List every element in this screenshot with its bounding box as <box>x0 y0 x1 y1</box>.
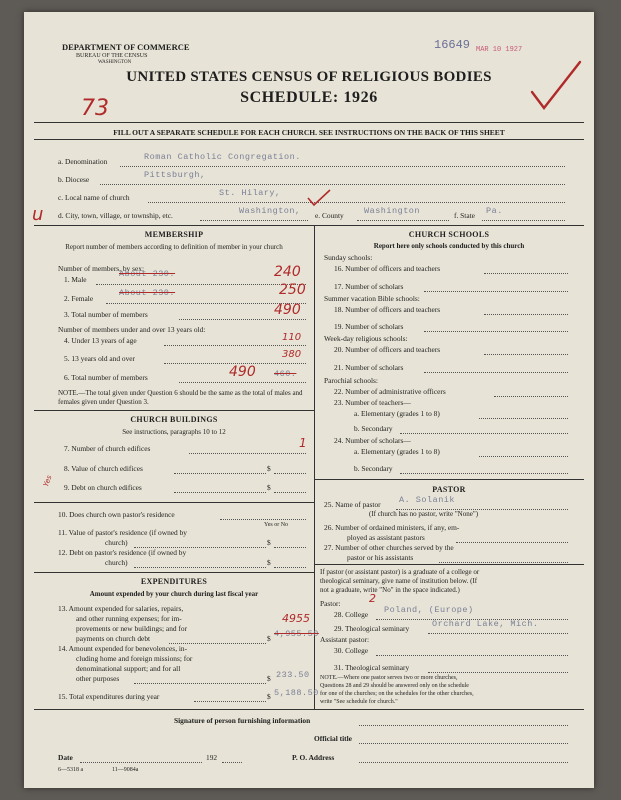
schedule-title: SCHEDULE: 1926 <box>240 89 378 106</box>
pastor-name-typed: A. Solanik <box>399 495 456 505</box>
q23b-label: b. Secondary <box>354 424 393 433</box>
q14-line2: cluding home and foreign missions; for <box>76 654 193 663</box>
pastor-note-4: write "See schedule for church." <box>320 699 398 705</box>
q24-label: 24. Number of scholars— <box>334 436 411 445</box>
q11-label: 11. Value of pastor's residence (if owned by <box>58 528 187 537</box>
dollar-sign: $ <box>267 674 271 683</box>
dollar-sign: $ <box>267 483 271 492</box>
q14-line1: 14. Amount expended for benevolences, in- <box>58 644 188 653</box>
state-label: f. State <box>454 211 475 220</box>
under-13-label: 4. Under 13 years of age <box>64 336 137 345</box>
buildings-sub: See instructions, paragraphs 10 to 12 <box>122 428 226 436</box>
q13-hand: 4955 <box>282 612 310 625</box>
pastor-note-1: NOTE.—Where one pastor serves two or more churches, <box>320 675 458 681</box>
membership-intro: Report number of members according to definition of member in your church <box>65 243 283 251</box>
q16-label: 16. Number of officers and teachers <box>334 264 441 273</box>
city-label: WASHINGTON <box>98 60 132 65</box>
q9-label: 9. Debt on church edifices <box>64 483 142 492</box>
total-members-hand: 490 <box>274 302 301 318</box>
grad-note-1: If pastor (or assistant pastor) is a graduate of a college or <box>320 568 480 576</box>
total2-hand: 490 <box>229 364 256 380</box>
denomination-value: Roman Catholic Congregation. <box>144 152 301 162</box>
q27-label: 27. Number of other churches served by the <box>324 543 454 552</box>
weekday-label: Week-day religious schools: <box>324 334 408 343</box>
form-title: UNITED STATES CENSUS OF RELIGIOUS BODIES <box>126 69 492 85</box>
pastor-note-3: for one of the churches; on the schedules for the other churches, <box>320 691 474 697</box>
q13-line4: payments on church debt <box>76 634 151 643</box>
q14-typed: 233.50 <box>276 670 310 680</box>
pastor-heading: PASTOR <box>432 485 466 494</box>
print-number: 11—9084a <box>112 767 139 773</box>
q14-line4: other purposes <box>76 674 120 683</box>
summer-label: Summer vacation Bible schools: <box>324 294 420 303</box>
denomination-label: a. Denomination <box>58 157 108 166</box>
grad-note-2: theological seminary, give name of institution below. (If <box>320 577 478 585</box>
q26-label-cont: ployed as assistant pastors <box>347 533 425 542</box>
received-date-stamp: MAR 10 1927 <box>476 46 523 54</box>
checkmark-icon <box>524 56 584 116</box>
q25-label: 25. Name of pastor <box>324 500 381 509</box>
female-typed: About 230. <box>119 288 176 298</box>
seminary-typed: Orchard Lake, Mich. <box>432 619 539 629</box>
q8-label: 8. Value of church edifices <box>64 464 143 473</box>
q13-line2: and other running expenses; for im- <box>76 614 182 623</box>
sunday-label: Sunday schools: <box>324 253 373 262</box>
margin-note: Yes <box>42 474 54 488</box>
q20-label: 20. Number of officers and teachers <box>334 345 441 354</box>
bureau-label: BUREAU OF THE CENSUS <box>76 53 148 59</box>
membership-heading: MEMBERSHIP <box>144 230 204 239</box>
q17-label: 17. Number of scholars <box>334 282 404 291</box>
date-label: Date <box>58 753 73 762</box>
q10-label: 10. Does church own pastor's residence <box>58 510 175 519</box>
yes-no-hint: Yes or No <box>264 522 289 528</box>
schools-heading: CHURCH SCHOOLS <box>408 230 490 239</box>
q25-note: (If church has no pastor, write "None") <box>369 510 479 518</box>
female-label: 2. Female <box>64 294 94 303</box>
male-hand: 240 <box>274 264 301 280</box>
diocese-label: b. Diocese <box>58 175 90 184</box>
diocese-value: Pittsburgh, <box>144 170 206 180</box>
margin-mark: u <box>32 204 44 225</box>
q30-label: 30. College <box>334 646 369 655</box>
by-sex-label: Number of members, by sex: <box>58 264 144 273</box>
dollar-sign: $ <box>267 538 271 547</box>
q23a-label: a. Elementary (grades 1 to 8) <box>354 409 440 418</box>
q7-label: 7. Number of church edifices <box>64 444 151 453</box>
q12-label: 12. Debt on pastor's residence (if owned by <box>58 548 187 557</box>
total2-label: 6. Total number of members <box>64 373 148 382</box>
county-value: Washington <box>364 206 421 216</box>
male-label: 1. Male <box>64 275 87 284</box>
handwritten-number: 73 <box>81 96 109 121</box>
local-name-value: St. Hilary, <box>219 188 281 198</box>
q29-label: 29. Theological seminary <box>334 624 410 633</box>
q24b-label: b. Secondary <box>354 464 393 473</box>
schools-intro: Report here only schools conducted by this church <box>373 242 525 250</box>
total2-typed: 460. <box>274 369 297 379</box>
over-13-hand: 380 <box>282 349 302 360</box>
q18-label: 18. Number of officers and teachers <box>334 305 441 314</box>
expenditures-intro: Amount expended by your church during last fiscal year <box>89 590 259 598</box>
age-intro: Number of members under and over 13 years old: <box>58 325 206 334</box>
q13-line3: provements or new buildings; and for <box>76 624 188 633</box>
city-label: d. City, town, village, or township, etc. <box>58 211 173 220</box>
q7-hand: 1 <box>299 436 307 450</box>
form-number: 6—5318 a <box>58 767 84 773</box>
q24a-label: a. Elementary (grades 1 to 8) <box>354 447 440 456</box>
state-value: Pa. <box>486 206 503 216</box>
form-instruction: FILL OUT A SEPARATE SCHEDULE FOR EACH CHURCH. SEE INSTRUCTIONS ON THE BACK OF THIS SHEET <box>113 128 505 137</box>
checkmark-icon <box>304 188 334 208</box>
female-hand: 250 <box>279 282 306 298</box>
county-label: e. County <box>315 211 344 220</box>
po-address-label: P. O. Address <box>292 753 335 762</box>
q11-label-cont: church) <box>105 538 128 547</box>
total-members-label: 3. Total number of members <box>64 310 148 319</box>
serial-number: 16649 <box>434 38 471 52</box>
under-13-hand: 110 <box>282 332 302 343</box>
q28-label: 28. College <box>334 610 369 619</box>
pastor-hand: 2 <box>369 592 376 605</box>
q26-label: 26. Number of ordained ministers, if any, em- <box>324 523 460 532</box>
official-title-label: Official title <box>314 734 352 743</box>
q23-label: 23. Number of teachers— <box>334 398 411 407</box>
q31-label: 31. Theological seminary <box>334 663 410 672</box>
expenditures-heading: EXPENDITURES <box>140 577 208 586</box>
dollar-sign: $ <box>267 558 271 567</box>
parochial-label: Parochial schools: <box>324 376 378 385</box>
q13-line1: 13. Amount expended for salaries, repairs, <box>58 604 184 613</box>
census-schedule-sheet <box>24 12 594 788</box>
buildings-heading: CHURCH BUILDINGS <box>130 415 218 424</box>
dollar-sign: $ <box>267 692 271 701</box>
q27-label-cont: pastor or his assistants <box>347 553 414 562</box>
city-value: Washington, <box>239 206 301 216</box>
assistant-label: Assistant pastor: <box>320 635 370 644</box>
signature-label: Signature of person furnishing information <box>174 716 311 725</box>
dollar-sign: $ <box>267 464 271 473</box>
membership-note: NOTE.—The total given under Question 6 should be the same as the total of males and females given under Question 3. <box>58 389 303 406</box>
q15-typed: 5,188.50 <box>274 688 319 698</box>
q19-label: 19. Number of scholars <box>334 322 404 331</box>
grad-note-3: not a graduate, write "No" in the space indicated.) <box>320 586 460 594</box>
pastor-note-2: Questions 28 and 29 should be answered only on the schedule <box>320 683 469 689</box>
over-13-label: 5. 13 years old and over <box>64 354 136 363</box>
pastor-sub-label: Pastor: <box>320 599 341 608</box>
college-typed: Poland, (Europe) <box>384 605 474 615</box>
q13-typed: 4,955.50 <box>274 629 319 639</box>
q12-label-cont: church) <box>105 558 128 567</box>
q21-label: 21. Number of scholars <box>334 363 404 372</box>
local-name-label: c. Local name of church <box>58 193 130 202</box>
q14-line3: denominational support; and for all <box>76 664 181 673</box>
male-typed: About 230. <box>119 269 176 279</box>
year-prefix: 192 <box>206 753 218 762</box>
dollar-sign: $ <box>267 634 271 643</box>
q15-label: 15. Total expenditures during year <box>58 692 160 701</box>
q22-label: 22. Number of administrative officers <box>334 387 446 396</box>
dept-label: DEPARTMENT OF COMMERCE <box>62 42 190 52</box>
